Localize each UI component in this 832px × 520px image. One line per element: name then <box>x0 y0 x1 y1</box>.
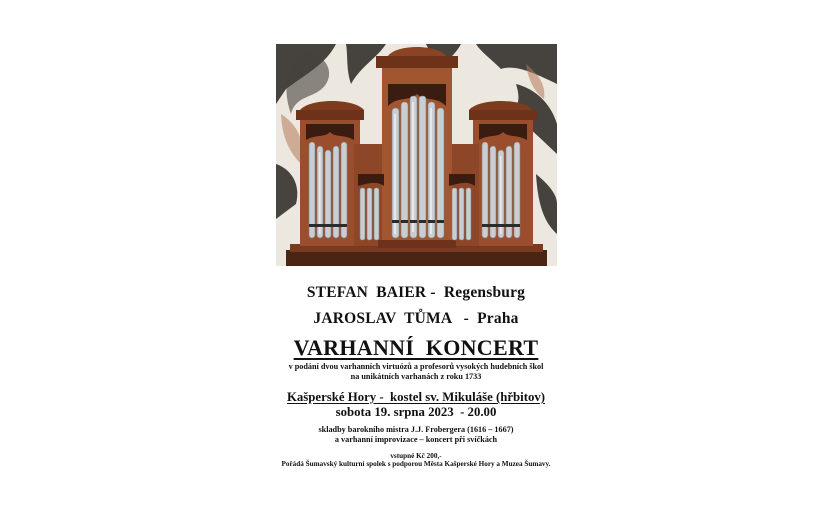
subtitle-line-1: v podání dvou varhanních virtuózů a profesorů vysokých hudebních škol <box>288 362 544 371</box>
program-line-1: skladby barokního mistra J.J. Frobergera (1616 – 1667) <box>318 425 514 434</box>
organ-gallery <box>286 250 547 266</box>
admission: vstupné Kč 200,- <box>390 452 442 460</box>
venue: Kašperské Hory - kostel sv. Mikuláše (hřbitov) <box>286 390 546 404</box>
program-line-2: a varhanní improvizace – koncert při svíčkách <box>334 435 498 444</box>
event-date: sobota 19. srpna 2023 - 20.00 <box>335 405 497 419</box>
performer-2: JAROSLAV TŮMA - Praha <box>313 310 519 327</box>
organ-illustration <box>276 44 557 266</box>
organizer: Pořádá Šumavský kulturní spolek s podporou Města Kašperské Hory a Muzea Šumavy. <box>281 460 551 468</box>
subtitle-line-2: na unikátních varhanách z roku 1733 <box>350 372 482 381</box>
performer-1: STEFAN BAIER - Regensburg <box>306 284 526 301</box>
organ-photo <box>276 44 557 266</box>
concert-title: VARHANNÍ KONCERT <box>293 335 539 360</box>
